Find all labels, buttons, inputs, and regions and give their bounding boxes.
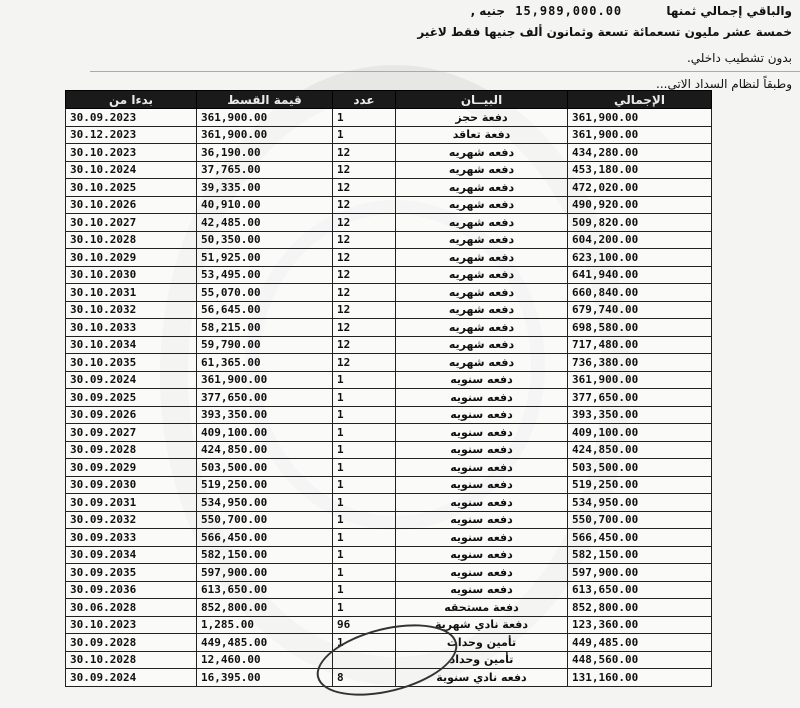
cell-count: 8 — [333, 669, 396, 687]
cell-total: 613,650.00 — [568, 581, 712, 599]
cell-date: 30.10.2028 — [66, 651, 197, 669]
cell-description: دفعه شهريه — [396, 319, 568, 337]
table-row — [66, 476, 712, 494]
cell-installment-value: 50,350.00 — [197, 231, 333, 249]
table-row — [66, 511, 712, 529]
cell-date: 30.09.2029 — [66, 459, 197, 477]
cell-description: دفعه شهريه — [396, 214, 568, 232]
cell-count: 12 — [333, 336, 396, 354]
table-row — [66, 284, 712, 302]
cell-count: 1 — [333, 424, 396, 442]
cell-total: 736,380.00 — [568, 354, 712, 372]
cell-total: 698,580.00 — [568, 319, 712, 337]
cell-total: 509,820.00 — [568, 214, 712, 232]
cell-total: 679,740.00 — [568, 301, 712, 319]
cell-date: 30.10.2032 — [66, 301, 197, 319]
cell-count: 12 — [333, 266, 396, 284]
cell-count: 12 — [333, 144, 396, 162]
cell-description: دفعه سنويه — [396, 546, 568, 564]
cell-installment-value: 377,650.00 — [197, 389, 333, 407]
total-in-words: خمسة عشر مليون تسعمائة تسعة وثمانون ألف جنيها فقط لاغير — [417, 25, 792, 39]
payment-intro: وطبقاً لنظام السداد الاتي... — [656, 77, 792, 91]
cell-total: 361,900.00 — [568, 109, 712, 127]
cell-count: 12 — [333, 354, 396, 372]
cell-date: 30.09.2026 — [66, 406, 197, 424]
cell-total: 534,950.00 — [568, 494, 712, 512]
cell-installment-value: 361,900.00 — [197, 109, 333, 127]
table-row — [66, 214, 712, 232]
cell-count: 12 — [333, 284, 396, 302]
cell-description: دفعه سنويه — [396, 494, 568, 512]
cell-description: دفعه شهريه — [396, 284, 568, 302]
cell-description: دفعه نادي سنوية — [396, 669, 568, 687]
cell-installment-value: 16,395.00 — [197, 669, 333, 687]
cell-installment-value: 361,900.00 — [197, 126, 333, 144]
cell-description: دفعه سنويه — [396, 459, 568, 477]
cell-description: تأمين وحداد — [396, 651, 568, 669]
cell-count: 1 — [333, 476, 396, 494]
payment-schedule-table — [65, 90, 712, 687]
cell-description: دفعه شهريه — [396, 179, 568, 197]
cell-date: 30.09.2024 — [66, 371, 197, 389]
table-row — [66, 249, 712, 267]
total-amount: 15,989,000.00 — [515, 4, 623, 18]
cell-total: 852,800.00 — [568, 599, 712, 617]
cell-installment-value: 613,650.00 — [197, 581, 333, 599]
cell-count — [333, 651, 396, 669]
table-row — [66, 669, 712, 687]
col-header-description: البيــان — [396, 91, 568, 109]
table-row — [66, 651, 712, 669]
cell-total: 641,940.00 — [568, 266, 712, 284]
table-row — [66, 336, 712, 354]
cell-count: 12 — [333, 301, 396, 319]
cell-installment-value: 36,190.00 — [197, 144, 333, 162]
table-row — [66, 109, 712, 127]
cell-count: 1 — [333, 441, 396, 459]
cell-installment-value: 1,285.00 — [197, 616, 333, 634]
cell-installment-value: 53,495.00 — [197, 266, 333, 284]
cell-date: 30.10.2024 — [66, 161, 197, 179]
cell-date: 30.12.2023 — [66, 126, 197, 144]
cell-date: 30.09.2032 — [66, 511, 197, 529]
cell-total: 597,900.00 — [568, 564, 712, 582]
cell-count: 1 — [333, 494, 396, 512]
cell-total: 393,350.00 — [568, 406, 712, 424]
cell-installment-value: 534,950.00 — [197, 494, 333, 512]
table-header-row — [66, 91, 712, 109]
table-row — [66, 266, 712, 284]
cell-date: 30.10.2029 — [66, 249, 197, 267]
cell-date: 30.09.2030 — [66, 476, 197, 494]
col-header-total: الإجمالي — [568, 91, 712, 109]
cell-installment-value: 519,250.00 — [197, 476, 333, 494]
cell-date: 30.10.2027 — [66, 214, 197, 232]
table-row — [66, 161, 712, 179]
cell-description: دفعه سنويه — [396, 581, 568, 599]
cell-installment-value: 51,925.00 — [197, 249, 333, 267]
cell-total: 582,150.00 — [568, 546, 712, 564]
cell-total: 361,900.00 — [568, 126, 712, 144]
table-row — [66, 319, 712, 337]
cell-description: دفعه شهريه — [396, 336, 568, 354]
cell-count: 1 — [333, 581, 396, 599]
cell-description: دفعه سنويه — [396, 406, 568, 424]
cell-total: 131,160.00 — [568, 669, 712, 687]
cell-description: دفعه شهريه — [396, 249, 568, 267]
cell-description: دفعه شهريه — [396, 231, 568, 249]
cell-date: 30.10.2030 — [66, 266, 197, 284]
cell-description: دفعة حجز — [396, 109, 568, 127]
cell-description: تأمين وحدات — [396, 634, 568, 652]
table-row — [66, 634, 712, 652]
cell-date: 30.09.2036 — [66, 581, 197, 599]
table-row — [66, 231, 712, 249]
cell-date: 30.10.2028 — [66, 231, 197, 249]
cell-installment-value: 582,150.00 — [197, 546, 333, 564]
cell-installment-value: 55,070.00 — [197, 284, 333, 302]
cell-count: 1 — [333, 511, 396, 529]
cell-installment-value: 393,350.00 — [197, 406, 333, 424]
cell-installment-value: 566,450.00 — [197, 529, 333, 547]
cell-installment-value: 42,485.00 — [197, 214, 333, 232]
cell-description: دفعه سنويه — [396, 529, 568, 547]
col-header-count: عدد — [333, 91, 396, 109]
cell-total: 453,180.00 — [568, 161, 712, 179]
cell-installment-value: 409,100.00 — [197, 424, 333, 442]
cell-date: 30.09.2034 — [66, 546, 197, 564]
cell-installment-value: 61,365.00 — [197, 354, 333, 372]
cell-total: 717,480.00 — [568, 336, 712, 354]
cell-description: دفعه شهريه — [396, 266, 568, 284]
col-header-installment-value: قيمة القسط — [197, 91, 333, 109]
cell-total: 409,100.00 — [568, 424, 712, 442]
cell-total: 424,850.00 — [568, 441, 712, 459]
cell-date: 30.09.2028 — [66, 634, 197, 652]
cell-count: 1 — [333, 371, 396, 389]
cell-count: 96 — [333, 616, 396, 634]
cell-description: دفعه سنويه — [396, 441, 568, 459]
cell-total: 550,700.00 — [568, 511, 712, 529]
table-body — [66, 109, 712, 687]
table-row — [66, 371, 712, 389]
cell-date: 30.06.2028 — [66, 599, 197, 617]
table-row — [66, 354, 712, 372]
cell-total: 604,200.00 — [568, 231, 712, 249]
cell-description: دفعه شهريه — [396, 301, 568, 319]
cell-count: 12 — [333, 231, 396, 249]
cell-count: 12 — [333, 196, 396, 214]
cell-description: دفعه سنويه — [396, 511, 568, 529]
col-header-date: بدءا من — [66, 91, 197, 109]
cell-installment-value: 39,335.00 — [197, 179, 333, 197]
table-row — [66, 196, 712, 214]
cell-count: 12 — [333, 214, 396, 232]
cell-count: 1 — [333, 564, 396, 582]
cell-total: 623,100.00 — [568, 249, 712, 267]
table-row — [66, 424, 712, 442]
cell-total: 472,020.00 — [568, 179, 712, 197]
cell-date: 30.09.2033 — [66, 529, 197, 547]
cell-installment-value: 852,800.00 — [197, 599, 333, 617]
cell-installment-value: 424,850.00 — [197, 441, 333, 459]
cell-total: 566,450.00 — [568, 529, 712, 547]
cell-description: دفعه سنويه — [396, 424, 568, 442]
cell-description: دفعه سنويه — [396, 564, 568, 582]
cell-date: 30.10.2033 — [66, 319, 197, 337]
table-row — [66, 546, 712, 564]
cell-count: 1 — [333, 546, 396, 564]
cell-installment-value: 503,500.00 — [197, 459, 333, 477]
table-row — [66, 599, 712, 617]
cell-count: 12 — [333, 249, 396, 267]
cell-date: 30.10.2034 — [66, 336, 197, 354]
cell-installment-value: 550,700.00 — [197, 511, 333, 529]
table-row — [66, 301, 712, 319]
cell-count: 1 — [333, 126, 396, 144]
table-row — [66, 389, 712, 407]
cell-count: 1 — [333, 599, 396, 617]
cell-total: 519,250.00 — [568, 476, 712, 494]
cell-total: 503,500.00 — [568, 459, 712, 477]
cell-date: 30.09.2031 — [66, 494, 197, 512]
cell-date: 30.09.2024 — [66, 669, 197, 687]
cell-installment-value: 361,900.00 — [197, 371, 333, 389]
cell-total: 377,650.00 — [568, 389, 712, 407]
cell-total: 448,560.00 — [568, 651, 712, 669]
cell-total: 434,280.00 — [568, 144, 712, 162]
total-label: والباقي إجمالي ثمنها — [666, 4, 792, 18]
cell-description: دفعه شهريه — [396, 161, 568, 179]
table-row — [66, 144, 712, 162]
table-row — [66, 406, 712, 424]
table-row — [66, 441, 712, 459]
table-row — [66, 581, 712, 599]
cell-total: 123,360.00 — [568, 616, 712, 634]
cell-count: 1 — [333, 529, 396, 547]
cell-total: 449,485.00 — [568, 634, 712, 652]
cell-count: 1 — [333, 389, 396, 407]
cell-date: 30.10.2026 — [66, 196, 197, 214]
cell-installment-value: 58,215.00 — [197, 319, 333, 337]
cell-date: 30.09.2028 — [66, 441, 197, 459]
cell-description: دفعة نادي شهرية — [396, 616, 568, 634]
cell-count: 1 — [333, 109, 396, 127]
cell-date: 30.10.2031 — [66, 284, 197, 302]
cell-description: دفعه سنويه — [396, 371, 568, 389]
cell-count: 1 — [333, 406, 396, 424]
cell-description: دفعه شهريه — [396, 354, 568, 372]
cell-date: 30.09.2025 — [66, 389, 197, 407]
cell-date: 30.10.2023 — [66, 616, 197, 634]
divider — [90, 71, 800, 72]
cell-date: 30.10.2035 — [66, 354, 197, 372]
table-row — [66, 126, 712, 144]
cell-count: 12 — [333, 319, 396, 337]
cell-total: 361,900.00 — [568, 371, 712, 389]
cell-installment-value: 40,910.00 — [197, 196, 333, 214]
cell-description: دفعه شهريه — [396, 144, 568, 162]
cell-date: 30.10.2025 — [66, 179, 197, 197]
cell-date: 30.09.2023 — [66, 109, 197, 127]
cell-total: 490,920.00 — [568, 196, 712, 214]
cell-installment-value: 449,485.00 — [197, 634, 333, 652]
cell-installment-value: 59,790.00 — [197, 336, 333, 354]
cell-count: 12 — [333, 161, 396, 179]
cell-description: دفعه سنويه — [396, 476, 568, 494]
cell-total: 660,840.00 — [568, 284, 712, 302]
cell-installment-value: 37,765.00 — [197, 161, 333, 179]
cell-installment-value: 12,460.00 — [197, 651, 333, 669]
table-row — [66, 459, 712, 477]
cell-date: 30.10.2023 — [66, 144, 197, 162]
total-currency: جنيه , — [470, 4, 506, 18]
table-row — [66, 179, 712, 197]
cell-description: دفعه سنويه — [396, 389, 568, 407]
table-row — [66, 564, 712, 582]
total-price-line — [471, 4, 792, 18]
finishing-note: بدون تشطيب داخلي. — [686, 51, 792, 65]
table-row — [66, 529, 712, 547]
cell-count: 1 — [333, 634, 396, 652]
cell-installment-value: 597,900.00 — [197, 564, 333, 582]
cell-description: دفعة مستحقه — [396, 599, 568, 617]
cell-date: 30.09.2027 — [66, 424, 197, 442]
table-row — [66, 616, 712, 634]
cell-installment-value: 56,645.00 — [197, 301, 333, 319]
cell-date: 30.09.2035 — [66, 564, 197, 582]
cell-count: 12 — [333, 179, 396, 197]
cell-count: 1 — [333, 459, 396, 477]
cell-description: دفعه شهريه — [396, 196, 568, 214]
cell-description: دفعة تعاقد — [396, 126, 568, 144]
table-row — [66, 494, 712, 512]
